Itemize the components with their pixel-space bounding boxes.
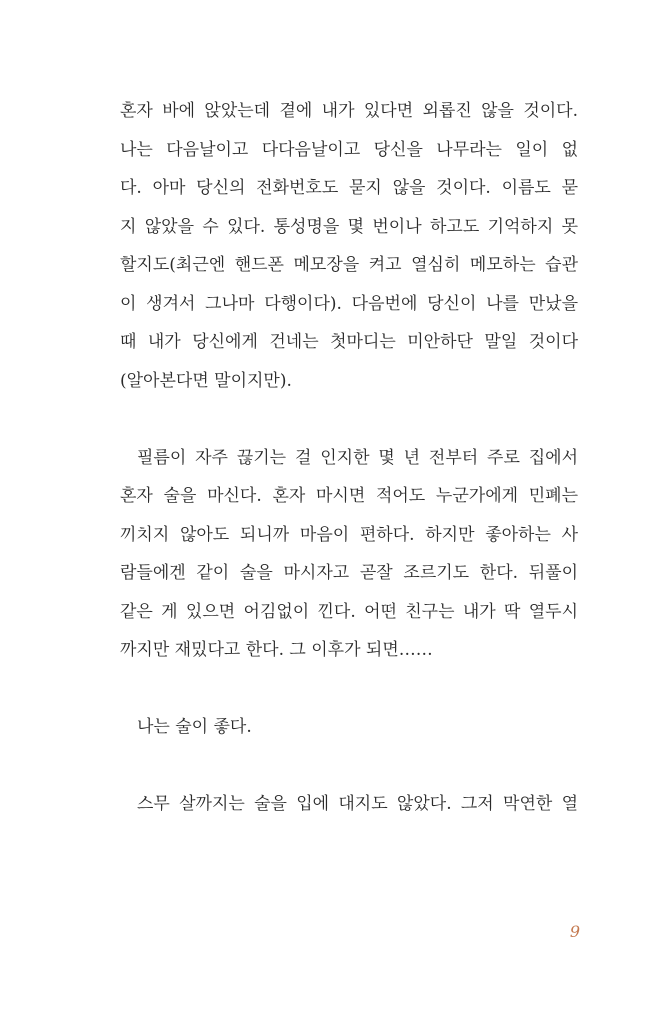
text-line: 까지만 재밌다고 한다. 그 이후가 되면…… (120, 640, 433, 660)
text-line: 스무 살까지는 술을 입에 대지도 않았다. 그저 막연한 열 (137, 794, 578, 814)
text-line: 이 생겨서 그나마 다행이다). 다음번에 당신이 나를 만났을 (120, 293, 578, 314)
text-line: (알아본다면 말이지만). (120, 370, 292, 391)
paragraph-gap (120, 400, 578, 439)
text-line: 람들에겐 같이 술을 마시자고 곧잘 조르기도 한다. 뒤풀이 (120, 563, 578, 583)
paragraph (120, 439, 578, 670)
text-line: 나는 다음날이고 다다음날이고 당신을 나무라는 일이 없 (120, 139, 578, 160)
paragraph-gap (120, 670, 578, 709)
text-line: 지 않았을 수 있다. 통성명을 몇 번이나 하고도 기억하지 못 (120, 216, 578, 237)
paragraph (120, 92, 578, 400)
text-line: 끼치지 않아도 되니까 마음이 편하다. 하지만 좋아하는 사 (120, 524, 578, 545)
text-line: 때 내가 당신에게 건네는 첫마디는 미안하단 말일 것이다 (120, 332, 578, 352)
paragraph (120, 708, 578, 747)
body-text (120, 92, 578, 824)
text-line: 혼자 술을 마신다. 혼자 마시면 적어도 누군가에게 민폐는 (120, 486, 578, 506)
page-number: 9 (569, 922, 580, 941)
text-line: 다. 아마 당신의 전화번호도 묻지 않을 것이다. 이름도 묻 (120, 178, 578, 198)
text-line: 같은 게 있으면 어김없이 낀다. 어떤 친구는 내가 딱 열두시 (120, 601, 578, 622)
text-line: 나는 술이 좋다. (137, 717, 252, 737)
text-line: 할지도(최근엔 핸드폰 메모장을 켜고 열심히 메모하는 습관 (120, 255, 578, 275)
text-line: 혼자 바에 앉았는데 곁에 내가 있다면 외롭진 않을 것이다. (120, 101, 578, 121)
text-line: 필름이 자주 끊기는 걸 인지한 몇 년 전부터 주로 집에서 (137, 447, 578, 468)
paragraph-gap (120, 747, 578, 786)
paragraph (120, 785, 578, 824)
